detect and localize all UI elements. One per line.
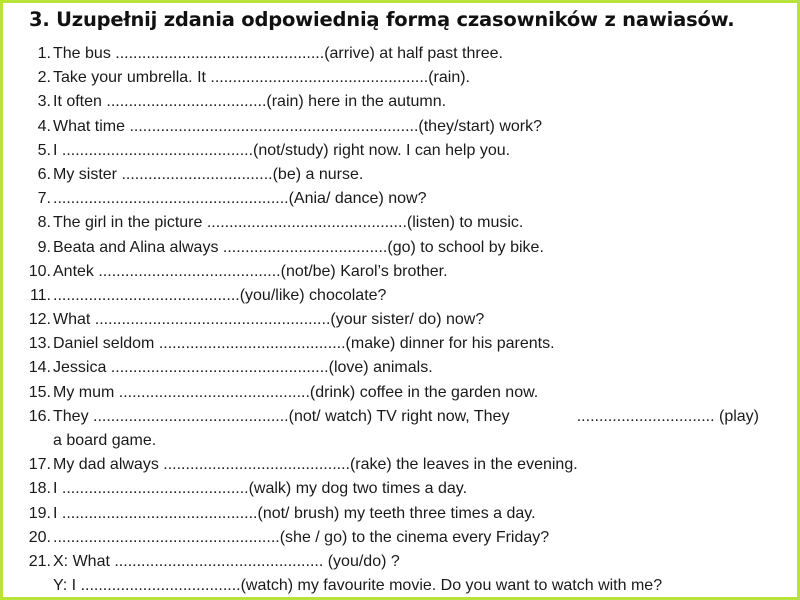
- item-text: They ............................................(not/ watch) TV right now, They: [53, 407, 510, 425]
- exercise-item-15: [3, 381, 800, 405]
- exercise-item-14: [3, 356, 800, 380]
- item-text: My sister ..................................(be) a nurse.: [53, 165, 364, 183]
- item-number: 19.: [28, 504, 51, 522]
- exercise-title: 3. Uzupełnij zdania odpowiednią formą czasowników z nawiasów.: [29, 8, 735, 31]
- item-text: What time .................................................................(they/start) work?: [53, 117, 542, 135]
- exercise-item-13: [3, 332, 800, 356]
- item-number: 4.: [37, 117, 51, 135]
- exercise-item-3: [3, 90, 800, 114]
- exercise-item-17: [3, 453, 800, 477]
- item-number: 10.: [28, 262, 51, 280]
- item-text: The girl in the picture .............................................(listen) to music.: [53, 214, 524, 232]
- exercise-item-6: [3, 163, 800, 187]
- item-text-right: ............................... (play): [576, 407, 759, 425]
- item-text: Daniel seldom ..........................................(make) dinner for his parents.: [53, 335, 555, 353]
- exercise-item-18: [3, 477, 800, 501]
- item-number: 12.: [28, 311, 51, 329]
- exercise-item-2: [3, 66, 800, 90]
- item-text: Jessica .................................................(love) animals.: [53, 359, 433, 377]
- item-text: .....................................................(Ania/ dance) now?: [53, 190, 427, 208]
- item-text: I ..........................................(walk) my dog two times a day.: [53, 480, 468, 498]
- exercise-list: [3, 42, 800, 598]
- item-number: 16.: [28, 407, 51, 425]
- exercise-item-10: [3, 260, 800, 284]
- item-number: 18.: [28, 480, 51, 498]
- exercise-item-19: [3, 502, 800, 526]
- item-number: 9.: [37, 238, 51, 256]
- item-number: 7.: [37, 190, 51, 208]
- item-text: My mum ...........................................(drink) coffee in the garden now.: [53, 383, 539, 401]
- item-number: 5.: [37, 141, 51, 159]
- item-number: 14.: [28, 359, 51, 377]
- item-text-continuation: a board game.: [53, 432, 157, 449]
- item-number: 1.: [37, 45, 51, 62]
- item-number: 21.: [28, 552, 51, 570]
- exercise-item-1: [3, 42, 800, 66]
- exercise-item-12: [3, 308, 800, 332]
- item-text: ...................................................(she / go) to the cinema every Friday?: [53, 528, 550, 546]
- item-text: What .....................................................(your sister/ do) now?: [53, 311, 485, 329]
- item-text: ..........................................(you/like) chocolate?: [53, 286, 387, 304]
- item-text: My dad always ..........................................(rake) the leaves in the evening.: [53, 456, 578, 474]
- item-text: Beata and Alina always .....................................(go) to school by bike.: [53, 238, 544, 256]
- item-text: I ............................................(not/ brush) my teeth three times a day.: [53, 504, 536, 522]
- item-text: The bus ...............................................(arrive) at half past three.: [53, 45, 503, 62]
- exercise-item-4: [3, 115, 800, 139]
- item-text: Antek .........................................(not/be) Karol’s brother.: [53, 262, 448, 280]
- item-number: 20.: [28, 528, 51, 546]
- exercise-item-5: [3, 139, 800, 163]
- exercise-item-7: [3, 187, 800, 211]
- item-text: It often ....................................(rain) here in the autumn.: [53, 93, 447, 111]
- item-number: 3.: [37, 93, 51, 111]
- exercise-item-8: [3, 211, 800, 235]
- item-number: 13.: [28, 335, 51, 353]
- exercise-item-16: [3, 405, 800, 453]
- exercise-item-20: [3, 526, 800, 550]
- item-text-continuation: Y: I ....................................(watch) my favourite movie. Do you want to watch with me?: [53, 577, 663, 595]
- exercise-item-21: [3, 550, 800, 598]
- item-text: Take your umbrella. It .................................................(rain).: [53, 69, 470, 87]
- item-text: I ...........................................(not/study) right now. I can help you.: [53, 141, 511, 159]
- item-number: 15.: [28, 383, 51, 401]
- item-number: 6.: [37, 165, 51, 183]
- exercise-item-9: [3, 236, 800, 260]
- item-text: X: What ............................................... (you/do) ?: [53, 552, 400, 570]
- item-number: 2.: [37, 69, 51, 87]
- item-number: 17.: [28, 456, 51, 474]
- item-number: 11.: [29, 286, 51, 304]
- item-number: 8.: [37, 214, 51, 232]
- exercise-item-11: [3, 284, 800, 308]
